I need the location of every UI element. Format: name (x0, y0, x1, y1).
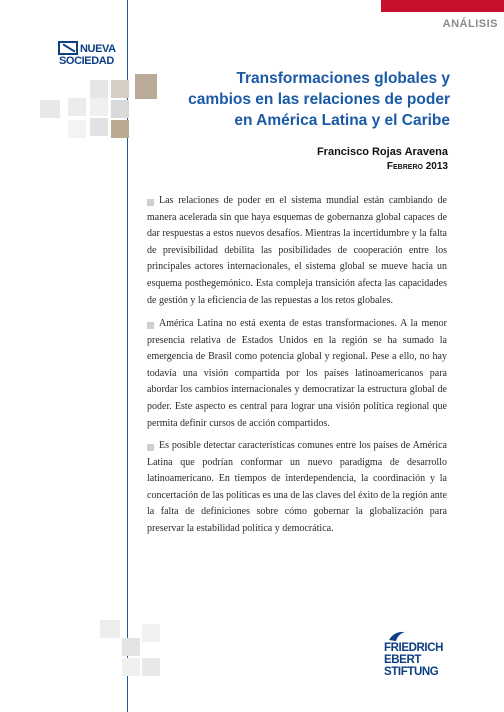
decor-square (90, 118, 108, 136)
decor-square (100, 620, 120, 638)
summary-paragraph: América Latina no está exenta de estas transformaciones. A la menor presencia relativa de Estados Unidos en la región se ha sumado la emergencia de Brasil como potencia global y regional. Pese a ello, no hay todavía una visión compartida por los países latinoamericanos para abordar los cambios internacionales y democratizar la estructura global de poder. Este aspecto es central para lograr una visión política regional que permita definir cursos de acción compartidos. (147, 318, 447, 429)
title-line: cambios en las relaciones de poder (188, 91, 450, 108)
logo-text-line1: NUEVA (80, 43, 116, 55)
header-accent-bar (381, 0, 504, 12)
decor-square (68, 120, 86, 138)
decor-square (142, 624, 160, 642)
article-title (150, 68, 450, 131)
decor-square (111, 100, 129, 118)
fes-logo-line2: EBERT (384, 654, 421, 666)
summary-paragraph: Es posible detectar características comunes entre los países de América Latina que podrían conformar un nuevo paradigma de desarrollo latinoamericano. En tiempos de interdependencia, la coordinación y la concertación de las políticas es una de las claves del éxito de la región ante la falta de definiciones sobre cómo gobernar la globalización para preservar la estabilidad política y democrática. (147, 440, 447, 534)
section-label: ANÁLISIS (442, 18, 498, 30)
decor-square (90, 80, 108, 98)
decor-square (40, 100, 60, 118)
publication-date: Febrero 2013 (386, 161, 448, 172)
decor-square (68, 98, 86, 116)
summary-paragraph: Las relaciones de poder en el sistema mundial están cambiando de manera acelerada sin que haya esquemas de gobernanza global capaces de dar respuestas a estos nuevos desafíos. Mientras la incertidumbre y la falta de previsibilidad debilita las posibilidades de cooperación entre los principales actores internacionales, el sistema global se mueve hacia un esquema posthegemónico. Esta compleja transición afecta las capacidades de gestión y la eficiencia de las repuestas a los retos globales. (147, 195, 447, 306)
decor-square (111, 80, 129, 98)
nueva-sociedad-logo-icon (58, 41, 78, 55)
title-line: Transformaciones globales y (236, 70, 450, 87)
decor-square (122, 658, 140, 676)
decor-square (90, 98, 108, 116)
fes-logo-line3: STIFTUNG (384, 666, 439, 678)
fes-bird-icon (388, 630, 406, 642)
nueva-sociedad-logo (58, 40, 128, 80)
decor-square (142, 658, 160, 676)
decor-square (122, 638, 140, 656)
fes-logo-line1: FRIEDRICH (384, 642, 444, 654)
author-name: Francisco Rojas Aravena (316, 146, 448, 158)
decor-square (111, 120, 129, 138)
logo-text-line2: SOCIEDAD (59, 55, 114, 67)
title-line: en América Latina y el Caribe (234, 112, 450, 129)
